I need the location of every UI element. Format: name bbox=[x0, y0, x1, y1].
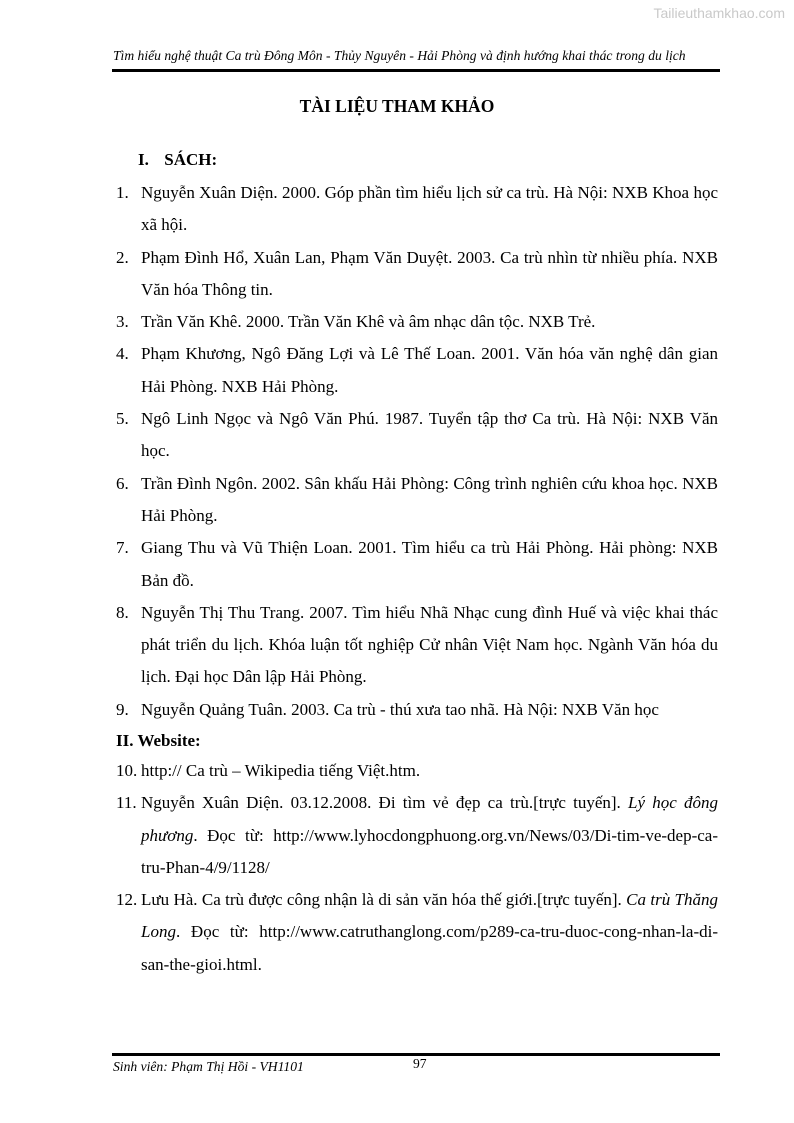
reference-number: 1. bbox=[116, 183, 129, 202]
reference-text-post: . Đọc từ: http://www.catruthanglong.com/p289-ca-tru-duoc-cong-nhan-la-di-san-the-gioi.html. bbox=[141, 922, 718, 974]
header-rule bbox=[112, 69, 720, 72]
section-heading-books bbox=[138, 150, 217, 170]
reference-text: Phạm Khương, Ngô Đăng Lợi và Lê Thế Loan. 2001. Văn hóa văn nghệ dân gian Hải Phòng. NXB Hải Phòng. bbox=[141, 344, 718, 396]
reference-item bbox=[116, 597, 718, 694]
reference-number: 8. bbox=[116, 602, 129, 622]
reference-item bbox=[116, 177, 718, 242]
reference-number: 5. bbox=[116, 409, 129, 429]
reference-number: 2. bbox=[116, 247, 129, 267]
reference-number: 12. bbox=[116, 890, 138, 910]
reference-text: Trần Văn Khê. 2000. Trần Văn Khê và âm nhạc dân tộc. NXB Trẻ. bbox=[141, 312, 596, 332]
reference-number: 6. bbox=[116, 473, 129, 493]
footer-author: Sinh viên: Phạm Thị Hồi - VH1101 bbox=[113, 1059, 304, 1074]
section-number: II. bbox=[116, 731, 134, 750]
watermark: Tailieuthamkhao.com bbox=[653, 5, 785, 21]
reference-text: Nguyễn Thị Thu Trang. 2007. Tìm hiểu Nhã Nhạc cung đình Huế và việc khai thác phát triển du lịch. Khóa luận tốt nghiệp Cử nhân Việt Nam học. Ngành Văn hóa du lịch. Đại học Dân lập Hải Phòng. bbox=[141, 602, 718, 687]
reference-item bbox=[116, 755, 718, 787]
reference-text: Trần Đình Ngôn. 2002. Sân khấu Hải Phòng: Công trình nghiên cứu khoa học. NXB Hải Phòng. bbox=[141, 473, 718, 525]
book-references bbox=[116, 177, 718, 726]
website-references bbox=[116, 755, 718, 981]
section-label: SÁCH: bbox=[164, 150, 218, 169]
section-number: I. bbox=[138, 150, 149, 169]
reference-source-title: Ca trù Thăng Long bbox=[141, 890, 718, 942]
reference-item bbox=[116, 884, 718, 981]
reference-text: Giang Thu và Vũ Thiện Loan. 2001. Tìm hiểu ca trù Hải Phòng. Hải phòng: NXB Bản đồ. bbox=[141, 538, 718, 590]
reference-item bbox=[116, 787, 718, 884]
reference-item bbox=[116, 468, 718, 533]
reference-item bbox=[116, 242, 718, 307]
reference-text: Phạm Đình Hổ, Xuân Lan, Phạm Văn Duyệt. 2003. Ca trù nhìn từ nhiều phía. NXB Văn hóa Thông tin. bbox=[141, 247, 718, 299]
reference-text: http:// Ca trù – Wikipedia tiếng Việt.htm. bbox=[141, 761, 421, 780]
reference-number: 3. bbox=[116, 312, 129, 332]
reference-item bbox=[116, 306, 718, 338]
running-header: Tìm hiểu nghệ thuật Ca trù Đông Môn - Thủy Nguyên - Hải Phòng và định hướng khai thác trong du lịch bbox=[113, 48, 686, 63]
reference-item bbox=[116, 694, 718, 726]
reference-item bbox=[116, 338, 718, 403]
reference-text-pre: Nguyễn Xuân Diện. 03.12.2008. Đi tìm vẻ đẹp ca trù.[trực tuyến]. bbox=[141, 793, 629, 813]
reference-source-title: Lý học đông phương bbox=[141, 793, 718, 845]
reference-number: 7. bbox=[116, 538, 129, 558]
reference-text-pre: Lưu Hà. Ca trù được công nhận là di sản văn hóa thế giới.[trực tuyến]. bbox=[141, 890, 627, 910]
reference-number: 9. bbox=[116, 699, 129, 719]
reference-text: Nguyễn Quảng Tuân. 2003. Ca trù - thú xưa tao nhã. Hà Nội: NXB Văn học bbox=[141, 699, 659, 719]
reference-item bbox=[116, 532, 718, 597]
reference-text: Ngô Linh Ngọc và Ngô Văn Phú. 1987. Tuyển tập thơ Ca trù. Hà Nội: NXB Văn học. bbox=[141, 409, 718, 461]
section-label: Website: bbox=[137, 731, 201, 750]
reference-text: Nguyễn Xuân Diện. 2000. Góp phần tìm hiểu lịch sử ca trù. Hà Nội: NXB Khoa học xã hội. bbox=[141, 183, 718, 235]
section-heading-websites bbox=[116, 731, 201, 751]
page-number: 97 bbox=[413, 1056, 427, 1071]
reference-number: 10. bbox=[116, 761, 138, 780]
page-title: TÀI LIỆU THAM KHẢO bbox=[299, 96, 495, 116]
reference-number: 11. bbox=[116, 793, 137, 813]
reference-number: 4. bbox=[116, 344, 129, 364]
reference-item bbox=[116, 403, 718, 468]
reference-text-post: . Đọc từ: http://www.lyhocdongphuong.org.vn/News/03/Di-tim-ve-dep-ca-tru-Phan-4/9/1128/ bbox=[141, 825, 718, 877]
